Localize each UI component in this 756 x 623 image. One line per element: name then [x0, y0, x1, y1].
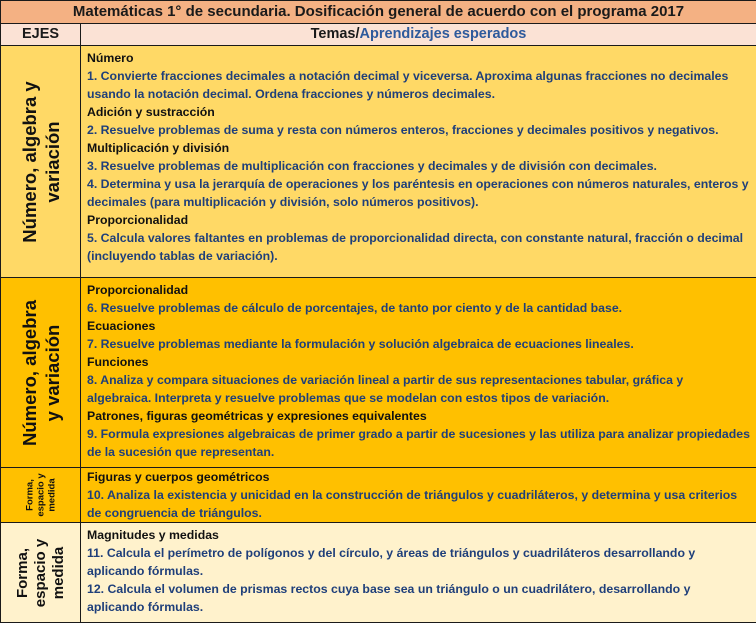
learning-outcome: 8. Analiza y compara situaciones de variación lineal a partir de sus representaciones tabular, gráfica y algebraica. Interpreta y resuelve problemas que se modelan con estos tipos de variación.	[87, 373, 684, 405]
axis-label-line: Número, algebra y	[18, 80, 40, 243]
axis-label-line: y variación	[41, 324, 63, 421]
topic-heading: Multiplicación y división	[87, 141, 230, 155]
topics-cell	[81, 278, 756, 468]
topic-heading: Proporcionalidad	[87, 213, 189, 227]
learning-outcome: 1. Convierte fracciones decimales a notación decimal y viceversa. Aproxima algunas fracciones no decimales usando la notación decimal. Ordena fracciones y números decimales.	[87, 69, 729, 101]
learning-outcome: 10. Analiza la existencia y unicidad en la construcción de triángulos y cuadriláteros, y determina y usa criterios de congruencia de triángulos.	[87, 488, 738, 520]
learning-outcome: 7. Resuelve problemas mediante la formulación y solución algebraica de ecuaciones lineales.	[87, 337, 634, 351]
topic-heading: Magnitudes y medidas	[87, 528, 219, 542]
header-temas	[81, 24, 756, 46]
axis-label-line: medida	[49, 546, 67, 599]
axis-label-line: Forma,	[13, 547, 31, 598]
axis-cell	[1, 46, 81, 278]
learning-outcome: 9. Formula expresiones algebraicas de primer grado a partir de sucesiones y las utiliza para analizar propiedades de la sucesión que representan.	[87, 427, 750, 459]
learning-outcome: 3. Resuelve problemas de multiplicación con fracciones y decimales y de división con decimales.	[87, 159, 657, 173]
axis-cell	[1, 523, 81, 623]
table-title: Matemáticas 1° de secundaria. Dosificación general de acuerdo con el programa 2017	[1, 1, 756, 24]
header-aprendizajes-label: Aprendizajes esperados	[359, 26, 527, 42]
axis-label-line: espacio y	[35, 473, 46, 517]
topic-heading: Proporcionalidad	[87, 283, 189, 297]
axis-label-line: espacio y	[31, 538, 49, 607]
header-ejes: EJES	[1, 24, 81, 46]
axis-label	[18, 81, 64, 242]
topic-heading: Figuras y cuerpos geométricos	[87, 470, 270, 484]
axis-label-line: Número, algebra	[18, 299, 40, 446]
axis-label-line: variación	[41, 120, 63, 203]
axis-label-line: Forma,	[24, 479, 35, 511]
header-slash: /	[355, 26, 360, 42]
topics-cell	[81, 468, 756, 523]
axis-label-line: medida	[46, 478, 57, 512]
axis-cell	[1, 278, 81, 468]
axis-label	[18, 300, 64, 446]
axis-label	[24, 473, 57, 516]
topics-cell	[81, 46, 756, 278]
topic-heading: Ecuaciones	[87, 319, 156, 333]
header-temas-label: Temas	[310, 26, 356, 42]
topic-heading: Patrones, figuras geométricas y expresiones equivalentes	[87, 409, 427, 423]
learning-outcome: 6. Resuelve problemas de cálculo de porcentajes, de tanto por ciento y de la cantidad base.	[87, 301, 623, 315]
learning-outcome: 11. Calcula el perímetro de polígonos y del círculo, y áreas de triángulos y cuadriláteros desarrollando y aplicando fórmulas.	[87, 546, 696, 578]
learning-outcome: 12. Calcula el volumen de prismas rectos cuya base sea un triángulo o un cuadrilátero, desarrollando y aplicando fórmulas.	[87, 582, 691, 614]
learning-outcome: 5. Calcula valores faltantes en problemas de proporcionalidad directa, con constante natural, fracción o decimal (incluyendo tablas de variación).	[87, 231, 744, 263]
axis-cell	[1, 468, 81, 523]
topic-heading: Número	[87, 51, 134, 65]
topic-heading: Adición y sustracción	[87, 105, 215, 119]
axis-label	[14, 538, 68, 606]
topic-heading: Funciones	[87, 355, 149, 369]
learning-outcome: 4. Determina y usa la jerarquía de operaciones y los paréntesis en operaciones con números naturales, enteros y decimales (para multiplicación y división, solo números positivos).	[87, 177, 749, 209]
learning-outcome: 2. Resuelve problemas de suma y resta con números enteros, fracciones y decimales positivos y negativos.	[87, 123, 719, 137]
topics-cell	[81, 523, 756, 623]
